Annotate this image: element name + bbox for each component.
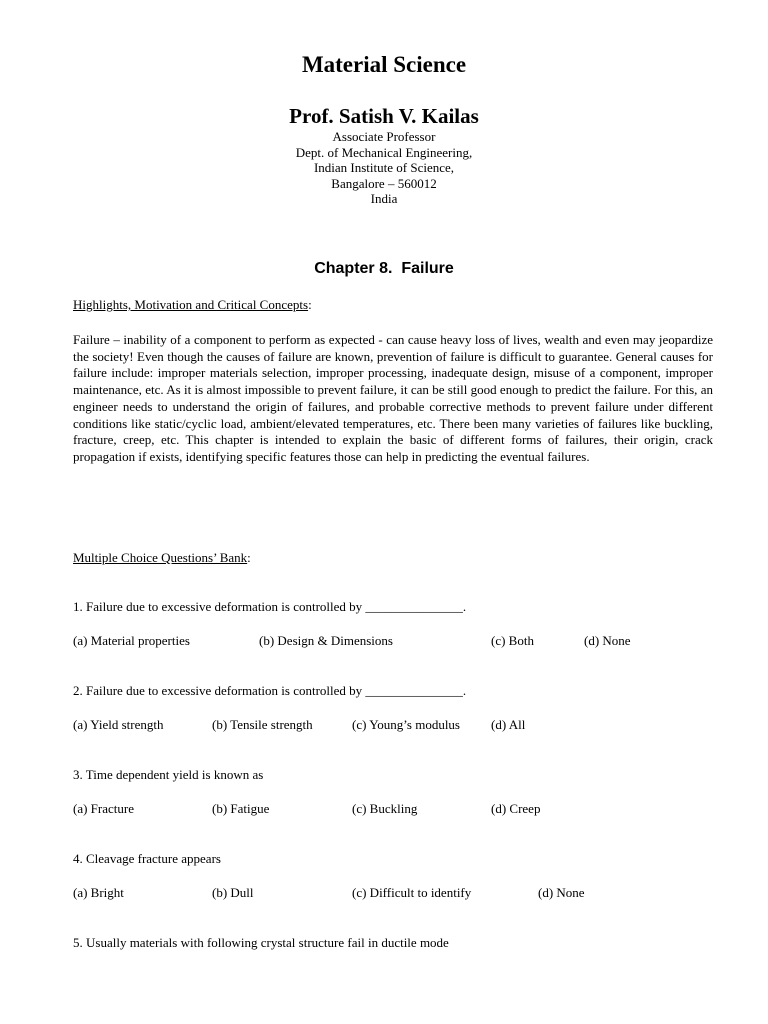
affiliation-country: India: [370, 191, 398, 206]
question-1: 1. Failure due to excessive deformation is controlled by _______________.: [73, 599, 467, 614]
option-b: (b) Dull: [212, 885, 254, 900]
option-a: (a) Fracture: [73, 801, 134, 816]
author-affiliation: [0, 129, 768, 207]
question-2: 2. Failure due to excessive deformation is controlled by _______________.: [73, 683, 467, 698]
affiliation-department: Dept. of Mechanical Engineering,: [295, 144, 473, 160]
option-a: (a) Material properties: [73, 633, 190, 648]
affiliation-institute: Indian Institute of Science,: [313, 160, 455, 175]
chapter-heading: [0, 260, 768, 278]
mcq-heading: [73, 550, 251, 566]
mcq-heading-text: Multiple Choice Questions’ Bank: [73, 550, 248, 565]
option-c: (c) Buckling: [352, 801, 418, 816]
highlights-heading: [73, 297, 312, 313]
question-4: 4. Cleavage fracture appears: [73, 851, 221, 866]
affiliation-position: Associate Professor: [332, 129, 436, 144]
option-d: (d) All: [491, 717, 526, 732]
option-c: (c) Difficult to identify: [352, 885, 472, 900]
author-name: Prof. Satish V. Kailas: [289, 104, 479, 128]
chapter-name: Failure: [401, 260, 454, 277]
option-d: (d) Creep: [491, 801, 541, 816]
option-a: (a) Yield strength: [73, 717, 164, 732]
highlights-paragraph: Failure – inability of a component to perform as expected - can cause heavy loss of lives, wealth and even may jeopardize the society! Even though the causes of failure are known, prevention of failure is difficult to guarantee. General causes for failure include: improper materials selection, improper processing, inadequate design, misuse of a component, improper maintenance, etc. As it is almost impossible to prevent failure, it can be still good enough to predict the failure. For this, an engineer needs to understand the origin of failures, and probable corrective methods to prevent failure under different conditions like static/cyclic load, ambient/elevated temperatures, etc. There been many varieties of failures like buckling, fracture, creep, etc. This chapter is intended to explain the basic of different forms of failures, their origin, crack propagation if exists, identifying specific features those can help in predicting the eventual failures.: [73, 332, 713, 464]
option-b: (b) Design & Dimensions: [259, 633, 393, 648]
affiliation-city: Bangalore – 560012: [331, 175, 437, 191]
option-b: (b) Tensile strength: [212, 717, 313, 732]
question-3: 3. Time dependent yield is known as: [73, 767, 264, 782]
question-2-options: [73, 717, 713, 735]
option-d: (d) None: [584, 633, 631, 648]
option-c: (c) Both: [491, 633, 534, 648]
chapter-number: Chapter 8.: [314, 260, 393, 277]
question-4-options: [73, 885, 713, 903]
highlights-heading-text: Highlights, Motivation and Critical Concepts: [73, 297, 309, 312]
option-a: (a) Bright: [73, 885, 124, 900]
option-c: (c) Young’s modulus: [352, 717, 460, 732]
question-1-options: [73, 633, 713, 651]
option-d: (d) None: [538, 885, 585, 900]
highlights-heading-colon: :: [308, 297, 312, 312]
option-b: (b) Fatigue: [212, 801, 270, 816]
mcq-heading-colon: :: [247, 550, 251, 565]
document-title: Material Science: [301, 52, 467, 77]
question-3-options: [73, 801, 713, 819]
question-5: 5. Usually materials with following crystal structure fail in ductile mode: [73, 935, 449, 950]
